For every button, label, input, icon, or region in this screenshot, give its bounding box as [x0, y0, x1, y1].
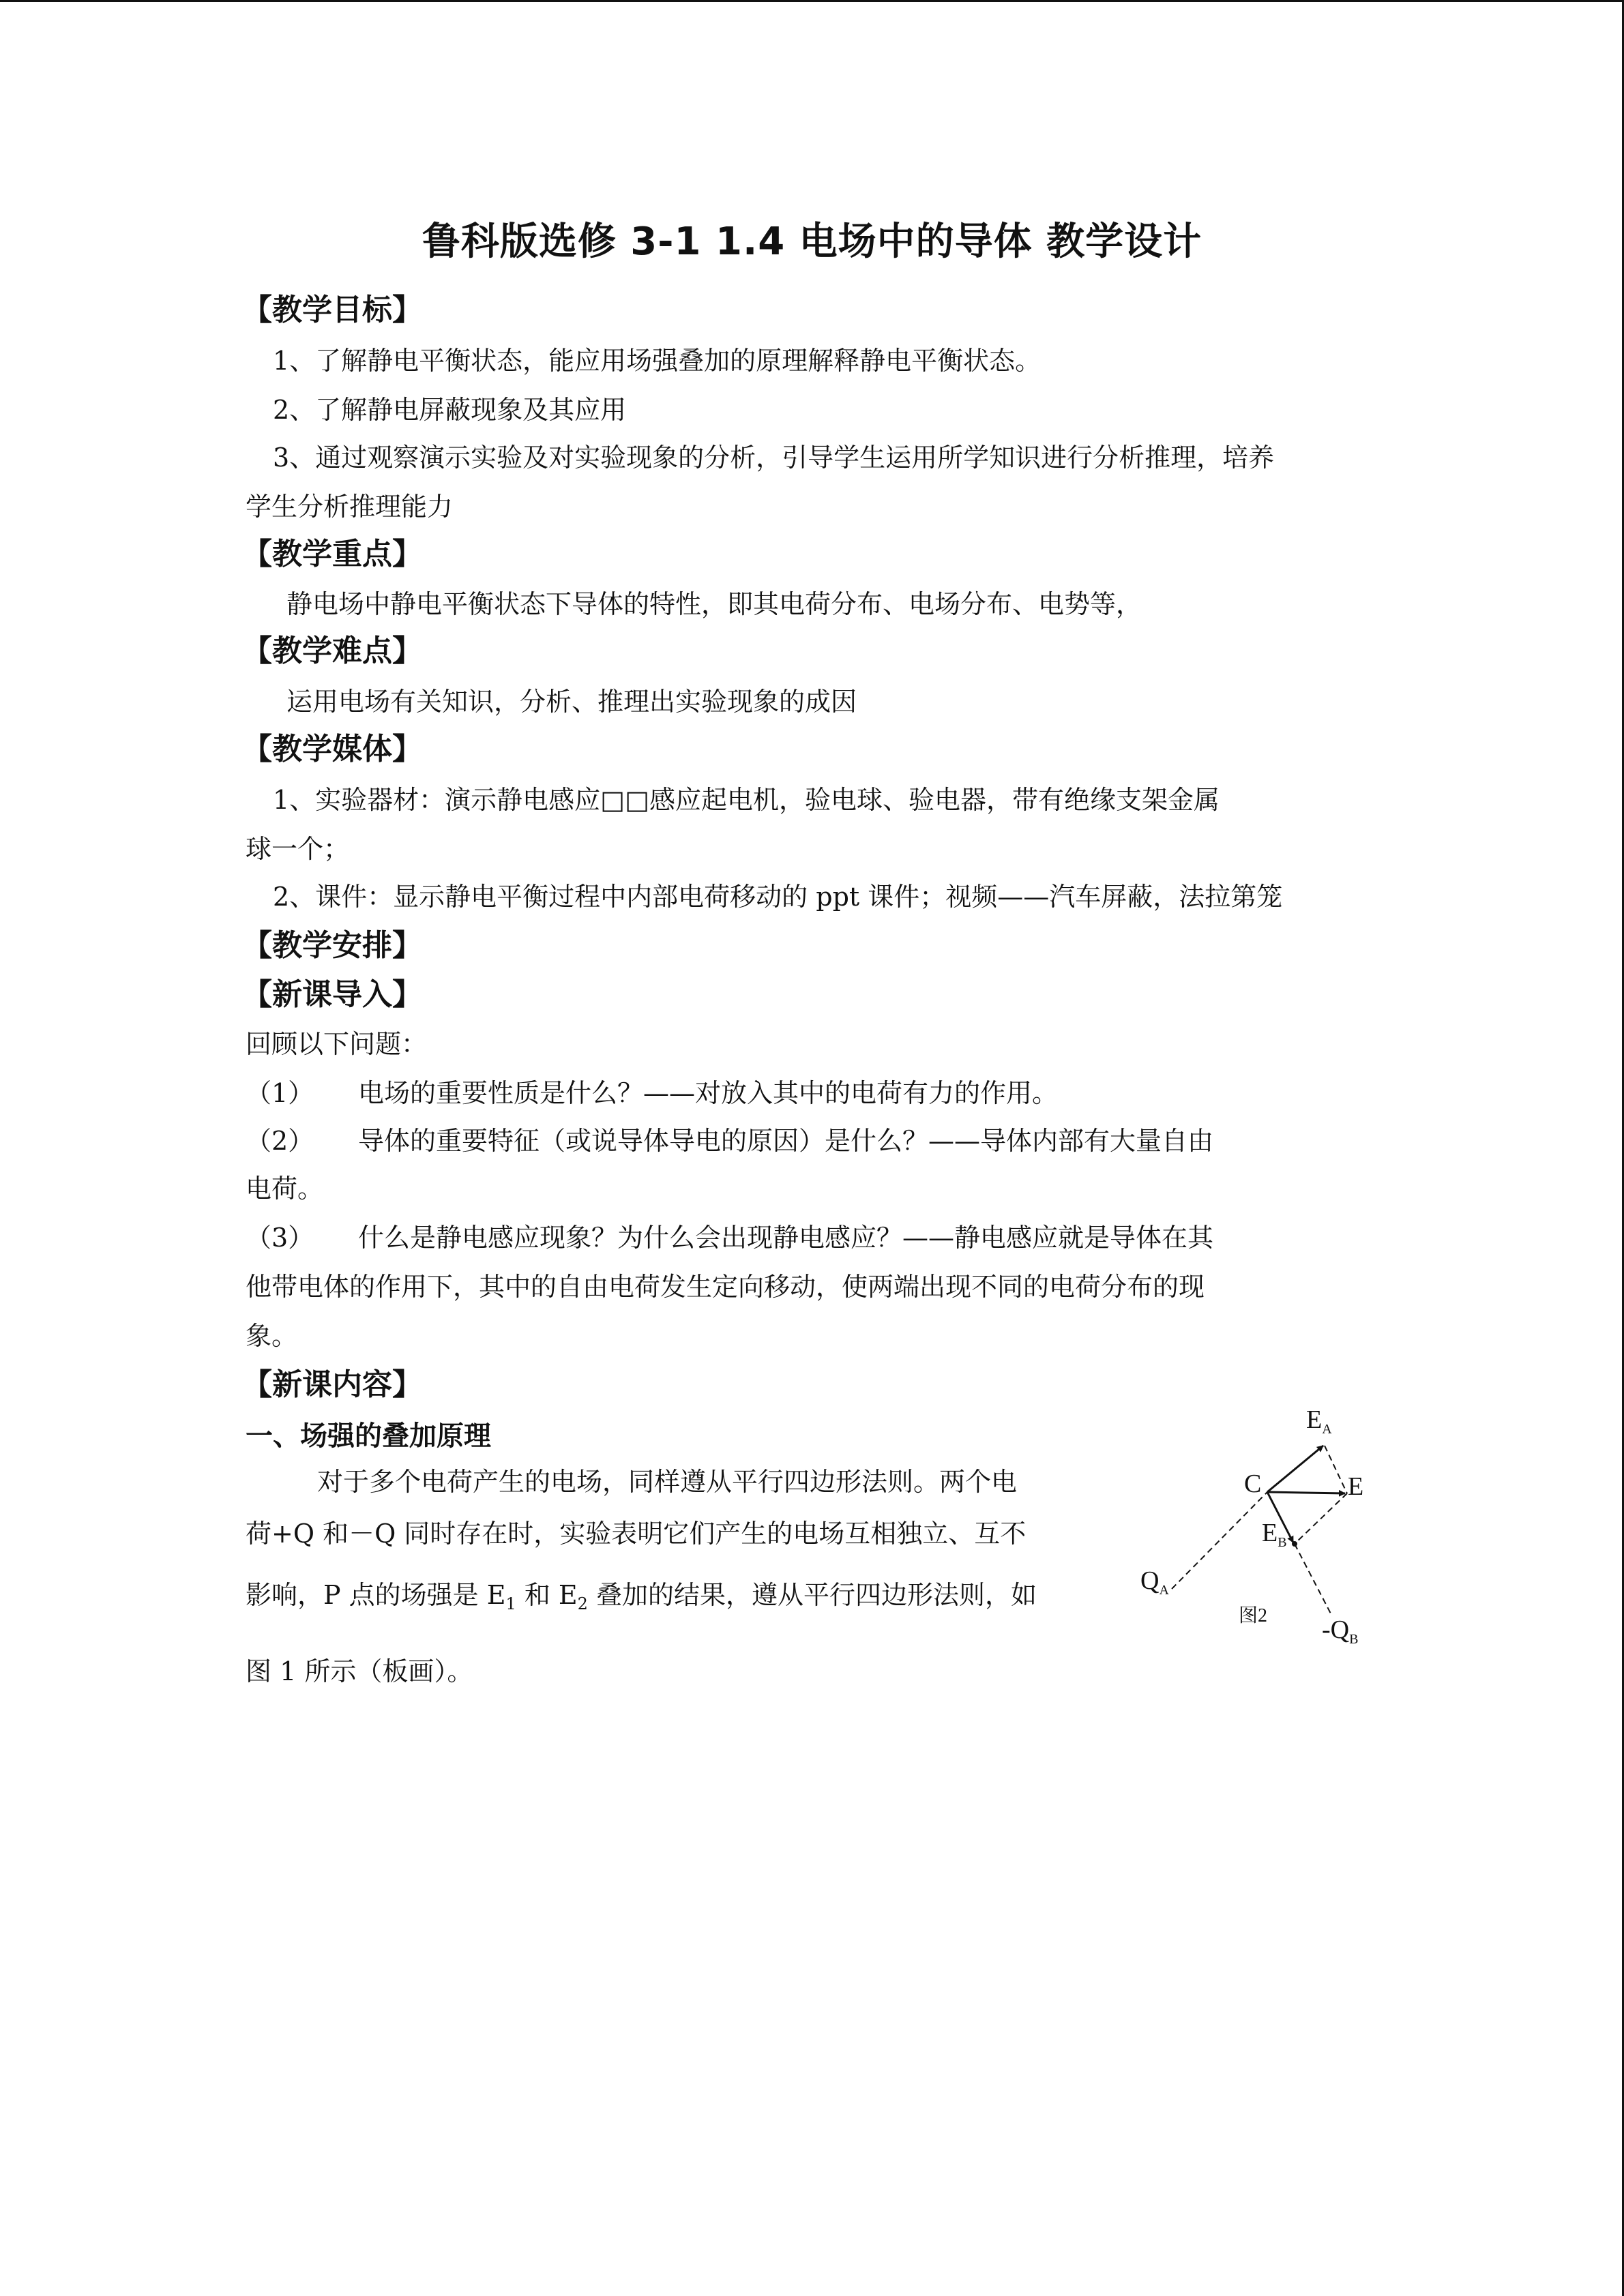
key-points-text: 静电场中静电平衡状态下导体的特性，即其电荷分布、电场分布、电势等， — [286, 589, 1142, 619]
label-ea: $E_A$ — [1306, 1405, 1332, 1437]
vector-ea — [1267, 1446, 1323, 1492]
qa-to-c-dashed-line — [1172, 1492, 1267, 1589]
objective-item: 3、通过观察演示实验及对实验现象的分析，引导学生运用所学知识进行分析推理，培养 — [273, 443, 1275, 473]
question-text: 导体的重要特征（或说导体导电的原因）是什么？——导体内部有大量自由 — [358, 1126, 1214, 1156]
intro-lead: 回顾以下问题： — [246, 1029, 428, 1059]
paragraph-line: 影响，P 点的场强是 $E_1$ 和 $E_2$ 叠加的结果，遵从平行四边形法则，如 — [246, 1580, 1037, 1613]
label-eb: $E_B$ — [1262, 1519, 1287, 1550]
paragraph-line: 荷+Q 和－Q 同时存在时，实验表明它们产生的电场互相独立、互不 — [246, 1519, 1027, 1549]
label-qb: $-Q_B$ — [1322, 1615, 1359, 1647]
key-points-heading: 【教学重点】 — [242, 537, 422, 571]
label-qa: $Q_A$ — [1140, 1566, 1169, 1598]
intro-heading: 【新课导入】 — [242, 977, 422, 1012]
difficulties-heading: 【教学难点】 — [242, 633, 422, 668]
vector-e — [1267, 1492, 1345, 1493]
question-text: 电荷。 — [246, 1174, 324, 1204]
label-e: E — [1348, 1472, 1364, 1501]
paragraph-line: 图 1 所示（板画）。 — [246, 1656, 473, 1686]
eb-point — [1292, 1541, 1297, 1547]
content-heading: 【新课内容】 — [242, 1367, 422, 1402]
eb-to-qb-dashed-line — [1295, 1544, 1332, 1616]
e-to-eb-dashed-line — [1295, 1493, 1347, 1544]
question-number: （2） — [246, 1126, 314, 1156]
media-item: 2、课件：显示静电平衡过程中内部电荷移动的 ppt 课件；视频——汽车屏蔽，法拉第笼 — [273, 882, 1283, 912]
difficulties-text: 运用电场有关知识，分析、推理出实验现象的成因 — [286, 687, 857, 717]
question-text: 象。 — [246, 1321, 298, 1351]
arrangement-heading: 【教学安排】 — [242, 928, 422, 963]
question-number: （1） — [246, 1078, 314, 1108]
objectives-heading: 【教学目标】 — [242, 293, 422, 327]
question-text: 他带电体的作用下，其中的自由电荷发生定向移动，使两端出现不同的电荷分布的现 — [246, 1272, 1205, 1302]
media-item-continued: 球一个； — [246, 834, 350, 864]
label-c: C — [1244, 1470, 1262, 1498]
question-text: 电场的重要性质是什么？——对放入其中的电荷有力的作用。 — [358, 1078, 1059, 1108]
objective-item: 2、了解静电屏蔽现象及其应用 — [273, 395, 627, 425]
question-text: 什么是静电感应现象？为什么会出现静电感应？——静电感应就是导体在其 — [358, 1223, 1214, 1253]
page-border-top — [0, 0, 1624, 2]
figure-caption: 图2 — [1239, 1605, 1268, 1626]
media-item: 1、实验器材：演示静电感应□□感应起电机，验电球、验电器，带有绝缘支架金属 — [273, 785, 1220, 815]
objective-item: 1、了解静电平衡状态，能应用场强叠加的原理解释静电平衡状态。 — [273, 346, 1042, 376]
document-title: 鲁科版选修 3-1 1.4 电场中的导体 教学设计 — [422, 220, 1202, 264]
section-subheading: 一、场强的叠加原理 — [246, 1420, 491, 1452]
paragraph-line: 对于多个电荷产生的电场，同样遵从平行四边形法则。两个电 — [317, 1467, 1018, 1497]
ea-to-e-dashed-line — [1325, 1446, 1347, 1493]
media-heading: 【教学媒体】 — [242, 732, 422, 766]
question-number: （3） — [246, 1223, 314, 1253]
field-superposition-figure — [1132, 1398, 1391, 1660]
objective-item-continued: 学生分析推理能力 — [246, 492, 454, 522]
